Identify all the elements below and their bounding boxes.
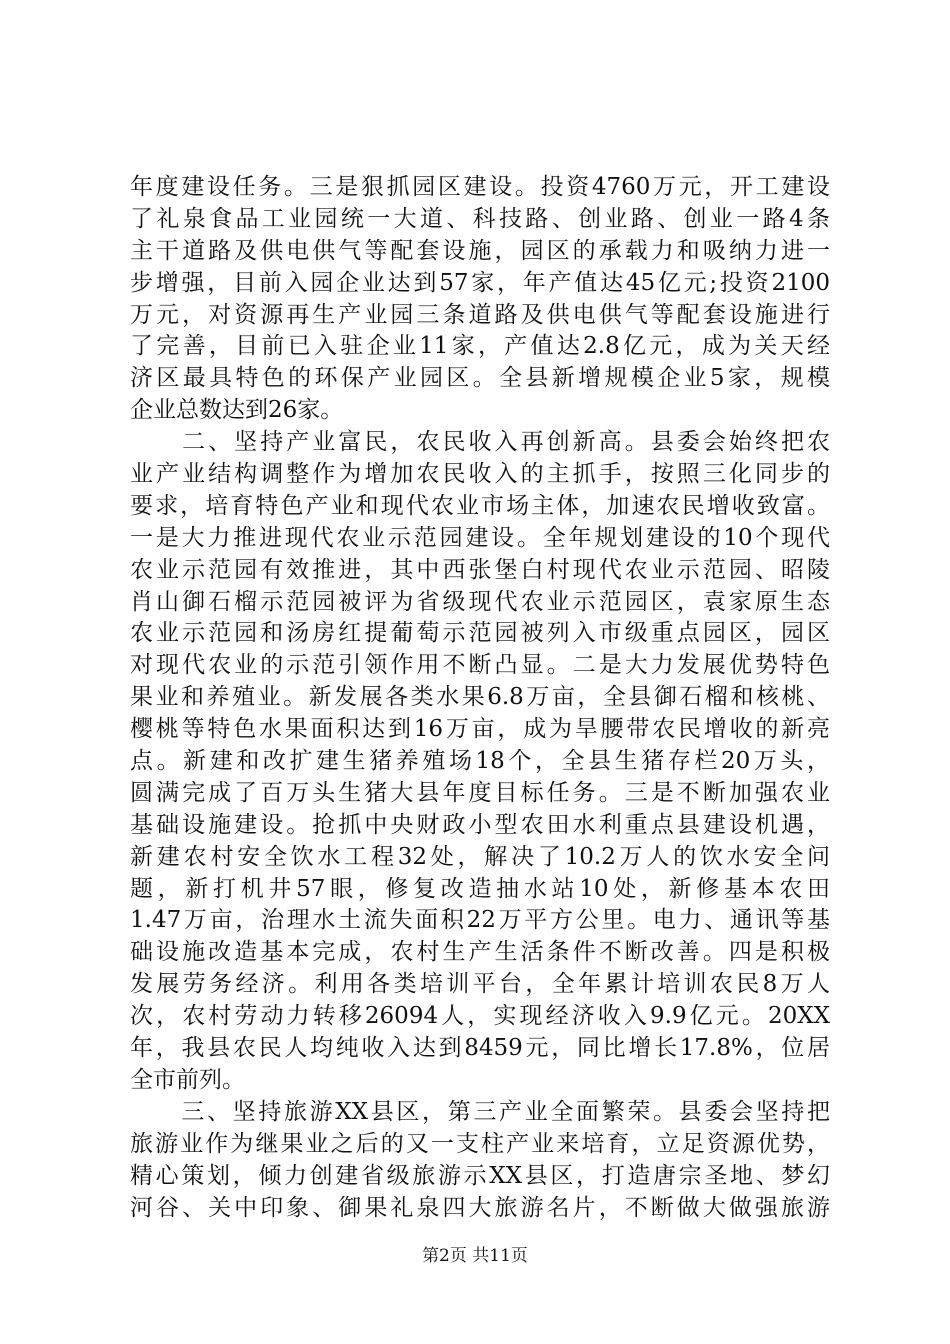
- body-text: [130, 172, 830, 1224]
- text-line: 一是大力推进现代农业示范园建设。全年规划建设的10个现代: [130, 524, 830, 551]
- text-line: 步增强，目前入园企业达到57家，年产值达45亿元;投资2100: [130, 269, 830, 296]
- text-line: 万元，对资源再生产业园三条道路及供电供气等配套设施进行: [130, 301, 830, 328]
- text-line: 了完善，目前已入驻企业11家，产值达2.8亿元，成为关天经: [130, 333, 830, 360]
- text-line: 企业总数达到26家。: [130, 397, 344, 424]
- text-line: 精心策划，倾力创建省级旅游示XX县区，打造唐宗圣地、梦幻: [130, 1162, 830, 1189]
- text-line: 题，新打机井57眼，修复改造抽水站10处，新修基本农田: [130, 875, 830, 902]
- text-line: 主干道路及供电供气等配套设施，园区的承载力和吸纳力进一: [130, 237, 830, 264]
- text-line: 农业示范园和汤房红提葡萄示范园被列入市级重点园区，园区: [130, 620, 830, 647]
- text-line: 础设施改造基本完成，农村生产生活条件不断改善。四是积极: [130, 939, 830, 966]
- text-line: 新建农村安全饮水工程32处，解决了10.2万人的饮水安全问: [130, 843, 830, 870]
- text-line: 二、坚持产业富民，农民收入再创新高。县委会始终把农: [130, 429, 830, 456]
- text-line: 圆满完成了百万头生猪大县年度目标任务。三是不断加强农业: [130, 779, 830, 806]
- text-line: 次，农村劳动力转移26094人，实现经济收入9.9亿元。20XX: [130, 1003, 830, 1030]
- text-line: 点。新建和改扩建生猪养殖场18个，全县生猪存栏20万头，: [130, 748, 830, 775]
- text-line: 河谷、关中印象、御果礼泉四大旅游名片，不断做大做强旅游: [130, 1194, 830, 1221]
- text-line: 济区最具特色的环保产业园区。全县新增规模企业5家，规模: [130, 365, 830, 392]
- text-line: 三、坚持旅游XX县区，第三产业全面繁荣。县委会坚持把: [130, 1098, 830, 1125]
- text-line: 对现代农业的示范引领作用不断凸显。二是大力发展优势特色: [130, 652, 830, 679]
- text-line: 年，我县农民人均纯收入达到8459元，同比增长17.8%，位居: [130, 1035, 830, 1062]
- text-line: 樱桃等特色水果面积达到16万亩，成为旱腰带农民增收的新亮: [130, 716, 830, 743]
- text-line: 肖山御石榴示范园被评为省级现代农业示范园区，袁家原生态: [130, 588, 830, 615]
- text-line: 1.47万亩，治理水土流失面积22万平方公里。电力、通讯等基: [130, 907, 830, 934]
- text-line: 要求，培育特色产业和现代农业市场主体，加速农民增收致富。: [130, 492, 830, 519]
- text-line: 业产业结构调整作为增加农民收入的主抓手，按照三化同步的: [130, 461, 830, 488]
- text-line: 基础设施建设。抢抓中央财政小型农田水利重点县建设机遇，: [130, 811, 830, 838]
- text-line: 果业和养殖业。新发展各类水果6.8万亩，全县御石榴和核桃、: [130, 684, 830, 711]
- text-line: 年度建设任务。三是狠抓园区建设。投资4760万元，开工建设: [130, 174, 830, 200]
- page-footer: 第2页 共11页: [422, 1246, 528, 1266]
- text-line: 农业示范园有效推进，其中西张堡白村现代农业示范园、昭陵: [130, 556, 830, 583]
- text-line: 发展劳务经济。利用各类培训平台，全年累计培训农民8万人: [130, 971, 830, 998]
- text-line: 全市前列。: [130, 1066, 245, 1093]
- text-line: 了礼泉食品工业园统一大道、科技路、创业路、创业一路4条: [130, 205, 830, 232]
- text-line: 旅游业作为继果业之后的又一支柱产业来培育，立足资源优势，: [130, 1130, 830, 1157]
